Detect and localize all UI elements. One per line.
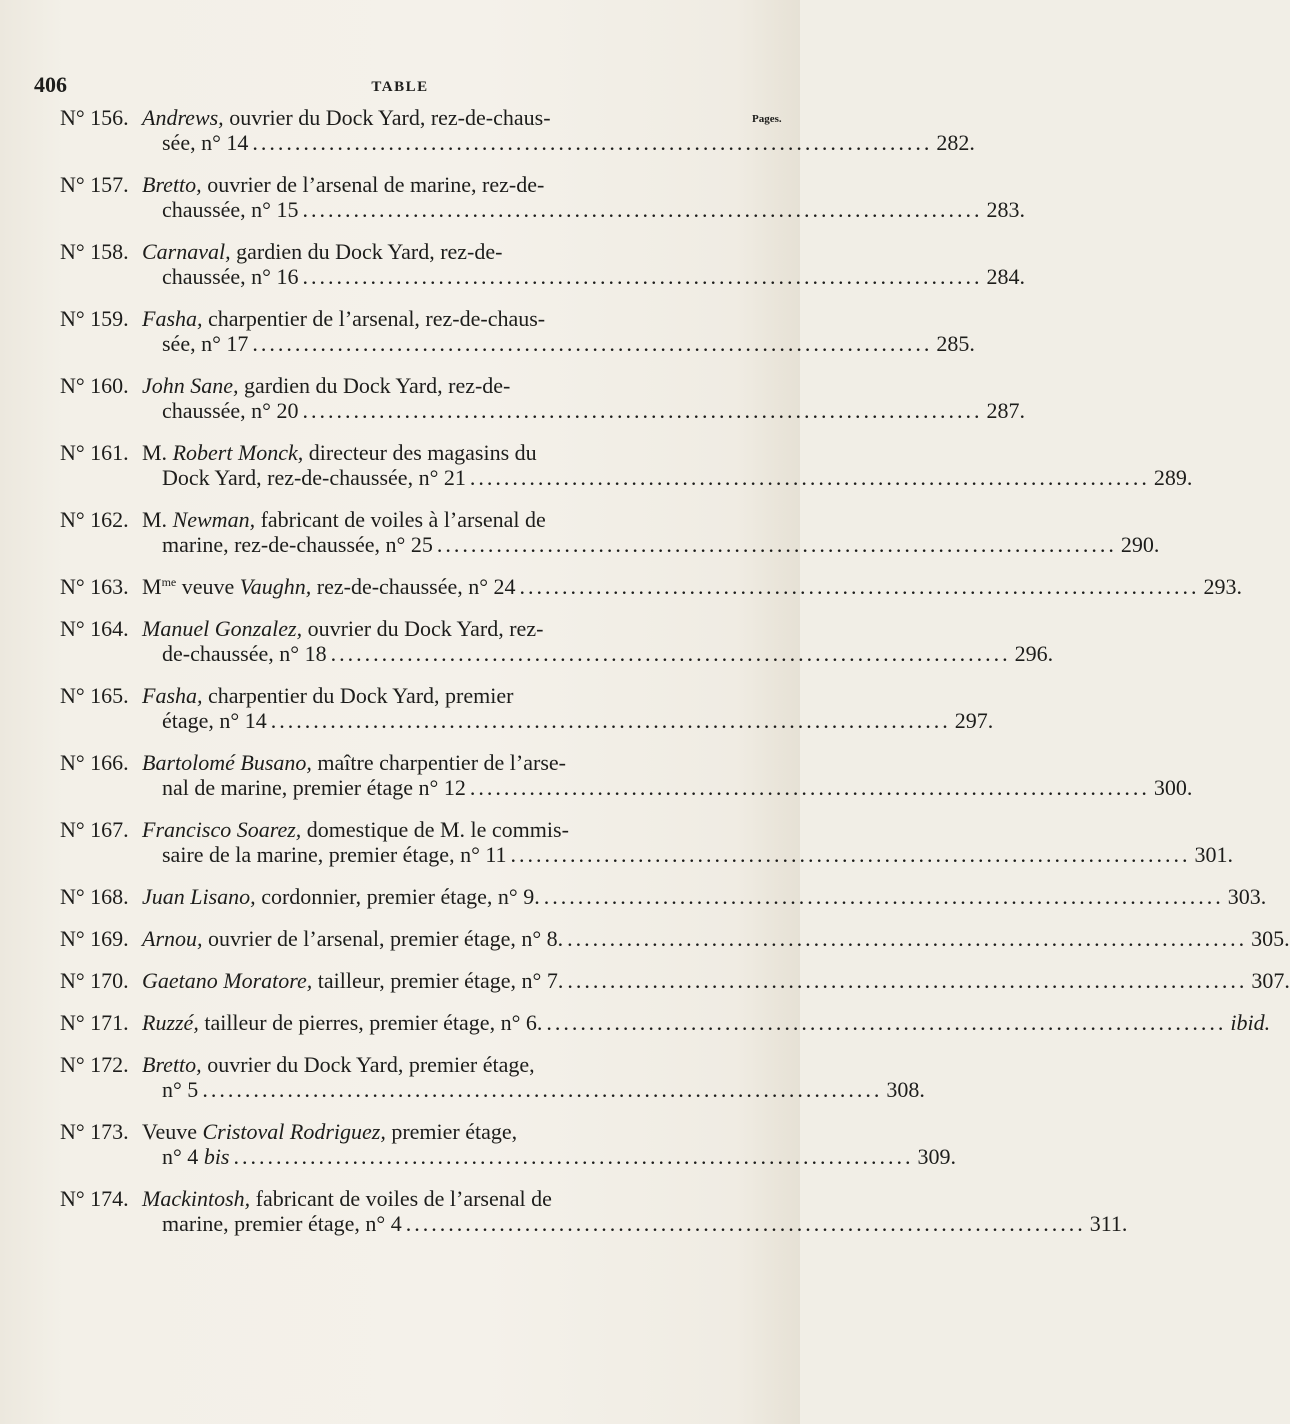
dot-leader: ................................................................................ xyxy=(543,884,1224,909)
entry-continuation-line xyxy=(142,197,1025,222)
entry-description: directeur des magasins du xyxy=(303,440,537,465)
entry-first-line xyxy=(142,1052,778,1077)
entry-person-name: Mackintosh, xyxy=(142,1186,251,1211)
entry-lead xyxy=(142,884,540,909)
entry-person-name: Francisco Soarez, xyxy=(142,817,302,842)
entry-person-name: Bretto, xyxy=(142,172,202,197)
toc-entry xyxy=(60,616,1054,666)
entry-description: cordonnier, premier étage, n° 9. xyxy=(255,884,540,909)
entry-lead xyxy=(142,1010,542,1035)
entry-continuation-text: chaussée, n° 15 xyxy=(162,197,299,222)
entry-description: gardien du Dock Yard, rez-de- xyxy=(238,373,511,398)
entry-continuation-text: étage, n° 14 xyxy=(162,708,267,733)
running-head: TABLE xyxy=(371,79,429,95)
entry-number: N° 158. xyxy=(60,239,129,264)
entry-number: N° 170. xyxy=(60,968,129,993)
entry-description: charpentier du Dock Yard, premier xyxy=(202,683,514,708)
entry-continuation-line xyxy=(142,130,975,155)
entry-person-name: Cristoval Rodriguez, xyxy=(202,1119,386,1144)
entry-continuation-text: n° 4 xyxy=(162,1144,204,1169)
entry-description: tailleur, premier étage, n° 7. xyxy=(312,968,564,993)
entry-lead xyxy=(142,683,513,708)
dot-leader: ................................................................................ xyxy=(233,1144,914,1169)
entry-continuation xyxy=(162,264,298,289)
entry-number: N° 174. xyxy=(60,1186,129,1211)
entry-description: charpentier de l’arsenal, rez-de-chaus- xyxy=(202,306,546,331)
entry-first-line xyxy=(142,373,778,398)
entry-continuation xyxy=(162,1077,198,1102)
dot-leader: ................................................................................ xyxy=(567,926,1248,951)
toc-entry xyxy=(60,1010,1271,1035)
entry-continuation xyxy=(162,842,507,867)
entry-continuation-text: n° 5 xyxy=(162,1077,199,1102)
entry-prefix: M xyxy=(142,574,162,599)
dot-leader: ................................................................................ xyxy=(330,641,1011,666)
entry-continuation-line xyxy=(142,465,1193,490)
toc-entry xyxy=(60,926,1290,951)
entry-number: N° 160. xyxy=(60,373,129,398)
entry-page: 283. xyxy=(986,197,1025,222)
entry-first-line xyxy=(142,507,778,532)
entry-description: tailleur de pierres, premier étage, n° 6. xyxy=(198,1010,543,1035)
entry-page: 284. xyxy=(986,264,1025,289)
entry-lead xyxy=(142,817,569,842)
entry-description: ouvrier de l’arsenal de marine, rez-de- xyxy=(201,172,545,197)
entry-continuation xyxy=(162,465,466,490)
entry-continuation xyxy=(162,641,327,666)
entry-person-name: Fasha, xyxy=(142,683,203,708)
entry-number: N° 159. xyxy=(60,306,129,331)
dot-leader: ................................................................................ xyxy=(252,331,933,356)
entry-number: N° 163. xyxy=(60,574,129,599)
entry-number: N° 161. xyxy=(60,440,129,465)
entry-continuation xyxy=(162,130,248,155)
entry-lead xyxy=(142,750,566,775)
entry-lead xyxy=(142,616,543,641)
entry-continuation xyxy=(162,398,298,423)
entry-page: ibid. xyxy=(1230,1010,1271,1035)
entry-continuation-text: sée, n° 14 xyxy=(162,130,249,155)
entry-page: 311. xyxy=(1089,1211,1128,1236)
entry-lead xyxy=(142,440,537,465)
entry-first-line xyxy=(142,1186,778,1211)
entry-description: ouvrier du Dock Yard, rez-de-chaus- xyxy=(223,105,551,130)
entry-description: fabricant de voiles de l’arsenal de xyxy=(250,1186,552,1211)
entry-first-line xyxy=(142,616,778,641)
entry-person-name: Carnaval, xyxy=(142,239,231,264)
dot-leader: ................................................................................ xyxy=(252,130,933,155)
entry-description: ouvrier de l’arsenal, premier étage, n° 8. xyxy=(202,926,564,951)
toc-entry xyxy=(60,683,994,733)
entry-number: N° 173. xyxy=(60,1119,129,1144)
entry-continuation xyxy=(162,708,267,733)
entry-page: 301. xyxy=(1194,842,1234,867)
entry-continuation-line xyxy=(142,842,1234,867)
entry-continuation-line xyxy=(142,532,1160,557)
entry-continuation-line xyxy=(142,1211,1128,1236)
entry-person-name: Manuel Gonzalez, xyxy=(142,616,303,641)
entry-description: ouvrier du Dock Yard, rez- xyxy=(302,616,544,641)
entry-continuation-line xyxy=(142,398,1025,423)
entry-person-name: Robert Monck, xyxy=(172,440,304,465)
entry-lead xyxy=(142,926,563,951)
dot-leader: ................................................................................ xyxy=(302,398,983,423)
entry-line xyxy=(142,968,1290,993)
entry-person-name: John Sane, xyxy=(142,373,239,398)
entry-number: N° 162. xyxy=(60,507,129,532)
toc-entry xyxy=(60,750,1193,800)
entry-number: N° 167. xyxy=(60,817,129,842)
entry-page: 300. xyxy=(1153,775,1193,800)
toc-entry xyxy=(60,968,1290,993)
toc-entry xyxy=(60,105,975,155)
toc-entry xyxy=(60,440,1193,490)
toc-entry xyxy=(60,239,1025,289)
toc-entry xyxy=(60,884,1267,909)
toc-entry xyxy=(60,507,1160,557)
toc-entry xyxy=(60,1186,1128,1236)
entry-page: 290. xyxy=(1120,532,1160,557)
entry-line xyxy=(142,926,1290,951)
toc-entry xyxy=(60,172,1025,222)
entry-number: N° 164. xyxy=(60,616,129,641)
dot-leader: ................................................................................ xyxy=(519,574,1200,599)
entry-prefix: M. xyxy=(142,507,173,532)
entry-page: 309. xyxy=(917,1144,956,1169)
entry-person-name: Fasha, xyxy=(142,306,203,331)
entry-page: 296. xyxy=(1014,641,1054,666)
entry-continuation-line xyxy=(142,264,1025,289)
toc-entry xyxy=(60,574,1243,599)
entry-prefix: M. xyxy=(142,440,173,465)
entry-description: fabricant de voiles à l’arsenal de xyxy=(255,507,546,532)
entry-page: 308. xyxy=(886,1077,925,1102)
entry-number: N° 157. xyxy=(60,172,129,197)
entry-lead xyxy=(142,507,546,532)
dot-leader: ................................................................................ xyxy=(202,1077,883,1102)
entry-continuation xyxy=(162,775,466,800)
toc-entry xyxy=(60,1052,925,1102)
dot-leader: ................................................................................ xyxy=(469,775,1150,800)
dot-leader: ................................................................................ xyxy=(302,264,983,289)
entry-continuation-line xyxy=(142,775,1193,800)
entry-continuation-line xyxy=(142,1077,925,1102)
entry-person-name: Juan Lisano, xyxy=(142,884,256,909)
entry-lead xyxy=(142,239,502,264)
dot-leader: ................................................................................ xyxy=(270,708,951,733)
entry-number: N° 165. xyxy=(60,683,129,708)
entry-number: N° 169. xyxy=(60,926,129,951)
entry-continuation-text: sée, n° 17 xyxy=(162,331,249,356)
entry-page: 307. xyxy=(1251,968,1290,993)
entry-continuation-line xyxy=(142,1144,956,1169)
entry-person-name: Andrews, xyxy=(142,105,224,130)
entry-person-name: Vaughn, xyxy=(239,574,312,599)
entry-continuation-text: saire de la marine, premier étage, n° 11 xyxy=(162,842,507,867)
toc-entry xyxy=(60,1119,956,1169)
entry-page: 305. xyxy=(1251,926,1290,951)
entry-continuation-text: marine, rez-de-chaussée, n° 25 xyxy=(162,532,433,557)
entry-description: ouvrier du Dock Yard, premier étage, xyxy=(201,1052,535,1077)
entry-continuation-text: chaussée, n° 20 xyxy=(162,398,299,423)
entry-page: 282. xyxy=(936,130,975,155)
entry-lead xyxy=(142,968,563,993)
entry-description: gardien du Dock Yard, rez-de- xyxy=(230,239,503,264)
entry-first-line xyxy=(142,105,778,130)
entry-number: N° 171. xyxy=(60,1010,129,1035)
entry-description: domestique de M. le commis- xyxy=(301,817,569,842)
entry-person-name: Gaetano Moratore, xyxy=(142,968,313,993)
entry-continuation xyxy=(162,1211,402,1236)
entry-page: 293. xyxy=(1203,574,1243,599)
entry-lead xyxy=(142,105,551,130)
page-number: 406 xyxy=(34,72,67,97)
entry-first-line xyxy=(142,817,778,842)
entry-person-name: Newman, xyxy=(172,507,256,532)
entry-description: rez-de-chaussée, n° 24 xyxy=(311,574,516,599)
entry-number: N° 166. xyxy=(60,750,129,775)
entry-line xyxy=(142,574,1243,599)
entry-number: N° 168. xyxy=(60,884,129,909)
toc-entry xyxy=(60,817,1234,867)
entry-prefix: Veuve xyxy=(142,1119,203,1144)
entry-first-line xyxy=(142,1119,778,1144)
entry-prefix-suffix: veuve xyxy=(176,574,240,599)
entry-person-name: Arnou, xyxy=(142,926,203,951)
entry-first-line xyxy=(142,239,778,264)
entry-lead xyxy=(142,306,545,331)
dot-leader: ................................................................................ xyxy=(567,968,1248,993)
entry-continuation-italic: bis xyxy=(203,1144,230,1169)
entry-continuation-text: chaussée, n° 16 xyxy=(162,264,299,289)
entry-lead xyxy=(142,574,516,599)
dot-leader: ................................................................................ xyxy=(546,1010,1227,1035)
entry-continuation-line xyxy=(142,708,994,733)
entry-continuation-text: marine, premier étage, n° 4 xyxy=(162,1211,402,1236)
dot-leader: ................................................................................ xyxy=(405,1211,1086,1236)
entry-continuation-line xyxy=(142,331,975,356)
entry-continuation xyxy=(162,197,298,222)
entry-lead xyxy=(142,1052,535,1077)
entry-person-name: Bretto, xyxy=(142,1052,202,1077)
dot-leader: ................................................................................ xyxy=(510,842,1191,867)
dot-leader: ................................................................................ xyxy=(436,532,1117,557)
entry-person-name: Bartolomé Busano, xyxy=(142,750,312,775)
dot-leader: ................................................................................ xyxy=(302,197,983,222)
entry-description: maître charpentier de l’arse- xyxy=(311,750,566,775)
entry-person-name: Ruzzé, xyxy=(142,1010,199,1035)
entry-continuation xyxy=(162,1144,230,1169)
entry-lead xyxy=(142,1186,552,1211)
entry-continuation xyxy=(162,532,433,557)
entry-first-line xyxy=(142,683,778,708)
entry-first-line xyxy=(142,306,778,331)
entry-page: 287. xyxy=(986,398,1025,423)
entry-description: premier étage, xyxy=(385,1119,518,1144)
entry-lead xyxy=(142,373,510,398)
entry-first-line xyxy=(142,172,778,197)
toc-entry xyxy=(60,306,975,356)
entry-continuation-text: de-chaussée, n° 18 xyxy=(162,641,327,666)
entry-continuation xyxy=(162,331,248,356)
entry-page: 303. xyxy=(1227,884,1267,909)
entry-continuation-line xyxy=(142,641,1054,666)
pages-column-label: Pages. xyxy=(752,113,782,125)
entry-continuation-text: Dock Yard, rez-de-chaussée, n° 21 xyxy=(162,465,466,490)
entry-lead xyxy=(142,1119,517,1144)
entry-line xyxy=(142,884,1267,909)
entry-first-line xyxy=(142,750,778,775)
dot-leader: ................................................................................ xyxy=(469,465,1150,490)
table-of-contents-entries xyxy=(60,105,1290,1253)
entry-lead xyxy=(142,172,544,197)
entry-first-line xyxy=(142,440,778,465)
entry-page: 289. xyxy=(1153,465,1193,490)
toc-entry xyxy=(60,373,1025,423)
entry-page: 297. xyxy=(954,708,994,733)
entry-number: N° 172. xyxy=(60,1052,129,1077)
entry-line xyxy=(142,1010,1271,1035)
entry-number: N° 156. xyxy=(60,105,129,130)
entry-page: 285. xyxy=(936,331,975,356)
entry-continuation-text: nal de marine, premier étage n° 12 xyxy=(162,775,466,800)
entry-prefix-superscript: me xyxy=(161,575,177,589)
